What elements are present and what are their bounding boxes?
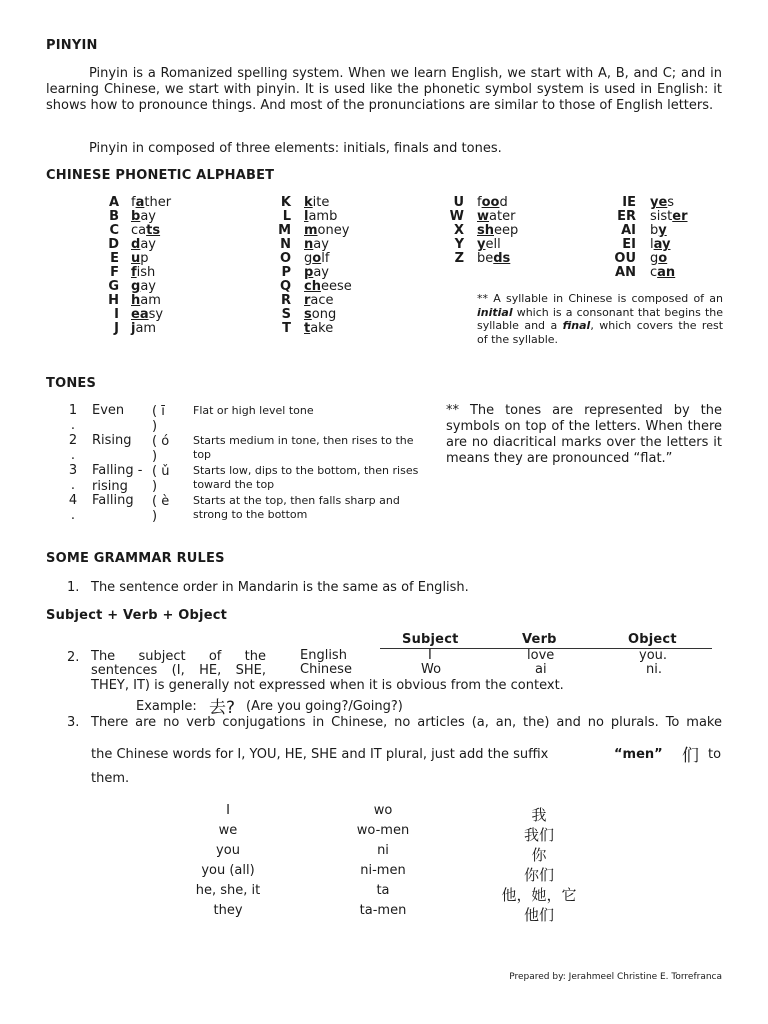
syllable-note-part1: ** A syllable in Chinese is composed of an [477, 292, 723, 305]
alphabet-letter: J [114, 321, 119, 336]
alphabet-letter: Z [454, 251, 464, 266]
alphabet-letter: EI [622, 237, 636, 252]
alphabet-letter: K [280, 195, 291, 210]
alphabet-letter: P [281, 265, 291, 280]
alphabet-sound-highlight: o [312, 251, 322, 266]
rule3-text-c: them. [91, 771, 130, 786]
pronoun-english: they [213, 903, 243, 918]
tone-description: Flat or high level tone [193, 404, 314, 417]
alphabet-example-word: can [650, 265, 676, 280]
alphabet-letter: A [108, 195, 119, 210]
alphabet-sound-highlight: r [304, 293, 311, 308]
alphabet-sound-highlight: h [131, 293, 141, 308]
alphabet-example-word: easy [131, 307, 164, 322]
alphabet-example-word: go [650, 251, 668, 266]
alphabet-sound-highlight: w [477, 209, 490, 224]
pronoun-chinese: 我 [531, 806, 547, 824]
alphabet-letter: I [114, 307, 119, 322]
pronoun-english: you [216, 843, 240, 858]
alphabet-sound-highlight: o [658, 251, 668, 266]
rule1-number: 1. [67, 580, 80, 595]
tone-mark: ( è ) [152, 494, 170, 524]
pronoun-pinyin: ni-men [360, 863, 406, 878]
rule2-text-b: THEY, IT) is generally not expressed when it is obvious from the context. [91, 678, 564, 693]
alphabet-sound-highlight: ts [146, 223, 161, 238]
alphabet-example-word: lamb [304, 209, 338, 224]
alphabet-sound-highlight: y [477, 237, 486, 252]
alphabet-example-word: up [131, 251, 149, 266]
alphabet-example-word: by [650, 223, 667, 238]
tone-number: 2 . [68, 433, 78, 463]
svo-header-object: Object [628, 632, 677, 647]
alphabet-example-word: bay [131, 209, 156, 224]
rule3-text-b1: the Chinese words for I, YOU, HE, SHE and IT plural, just add the suffix [91, 747, 549, 762]
alphabet-sound-highlight: er [672, 209, 688, 224]
alphabet-letter: D [108, 237, 119, 252]
alphabet-sound-highlight: ay [653, 237, 671, 252]
alphabet-example-word: pay [304, 265, 329, 280]
tone-number: 3 . [68, 463, 78, 493]
tone-name: Falling [92, 493, 134, 508]
alphabet-letter: Y [454, 237, 464, 252]
alphabet-letter: R [280, 293, 291, 308]
tone-description: Starts low, dips to the bottom, then rises toward the top [193, 464, 419, 491]
alphabet-sound-highlight: d [131, 237, 141, 252]
alphabet-letter: E [110, 251, 119, 266]
footer-credit: Prepared by: Jerahmeel Christine E. Torrefranca [509, 972, 722, 982]
page-title: PINYIN [46, 38, 98, 53]
svo-heading: Subject + Verb + Object [46, 608, 228, 623]
final-term: final [562, 319, 591, 332]
alphabet-letter: H [108, 293, 119, 308]
pronoun-english: you (all) [201, 863, 255, 878]
alphabet-sound-highlight: f [131, 265, 137, 280]
alphabet-letter: N [280, 237, 291, 252]
pronoun-chinese: 他们 [523, 906, 554, 924]
alphabet-example-word: nay [304, 237, 329, 252]
rule3-number: 3. [67, 715, 80, 730]
pronoun-chinese: 你们 [523, 866, 554, 884]
alphabet-letter: AN [615, 265, 636, 280]
tones-heading: TONES [46, 376, 97, 391]
rule2-text-a: The subject of the sentences (I, HE, SHE, [91, 649, 266, 678]
alphabet-example-word: water [477, 209, 516, 224]
alphabet-letter: OU [614, 251, 636, 266]
alphabet-letter: Q [279, 279, 291, 294]
svo-row-label-english: English [300, 648, 347, 663]
rule3-suffix-char: 们 [682, 746, 699, 766]
pronoun-pinyin: ta [376, 883, 390, 898]
alphabet-sound-highlight: m [304, 223, 318, 238]
alphabet-example-word: song [304, 307, 337, 322]
alphabet-letter: W [449, 209, 464, 224]
alphabet-sound-highlight: y [658, 223, 667, 238]
rule3-text-b2: to [708, 747, 722, 762]
alphabet-sound-highlight: t [304, 321, 311, 336]
alphabet-example-word: yell [477, 237, 501, 252]
pronoun-chinese: 他，她，它 [501, 886, 577, 904]
rule2-number: 2. [67, 650, 80, 665]
alphabet-letter: T [282, 321, 291, 336]
pronoun-pinyin: ni [377, 843, 389, 858]
rule2-example-meaning: (Are you going?/Going?) [246, 699, 403, 714]
svo-cell-english-subject: I [428, 648, 432, 663]
alphabet-example-word: jam [131, 321, 157, 336]
pronoun-pinyin: wo-men [356, 823, 410, 838]
elements-sentence: Pinyin in composed of three elements: initials, finals and tones. [89, 141, 502, 156]
alphabet-heading: CHINESE PHONETIC ALPHABET [46, 168, 275, 183]
rule3-text-a: There are no verb conjugations in Chinese, no articles (a, an, the) and no plurals. To make [91, 715, 722, 730]
alphabet-example-word: sister [650, 209, 688, 224]
alphabet-example-word: fish [131, 265, 156, 280]
svo-cell-english-object: you. [639, 648, 668, 663]
alphabet-sound-highlight: ch [304, 279, 321, 294]
alphabet-letter: F [110, 265, 119, 280]
svo-cell-english-verb: love [527, 648, 555, 663]
alphabet-sound-highlight: an [657, 265, 676, 280]
rule2-example-label: Example: [136, 699, 197, 714]
alphabet-letter: ER [617, 209, 636, 224]
alphabet-sound-highlight: p [304, 265, 314, 280]
tone-name: Rising [92, 433, 132, 448]
alphabet-sound-highlight: j [131, 321, 136, 336]
pronoun-english: I [226, 803, 230, 818]
alphabet-letter: U [453, 195, 464, 210]
alphabet-example-word: food [477, 195, 508, 210]
pronoun-english: he, she, it [195, 883, 261, 898]
pronoun-chinese: 我们 [523, 826, 554, 844]
tone-number: 1 . [68, 403, 78, 433]
svo-cell-chinese-verb: ai [535, 662, 547, 677]
tones-note: ** The tones are represented by the symbols on top of the letters. When there are no diacritical marks over the letters it means they are pronounced “flat.” [446, 403, 722, 466]
alphabet-example-word: cats [131, 223, 161, 238]
pronoun-english: we [218, 823, 238, 838]
alphabet-example-word: father [131, 195, 172, 210]
tone-mark: ( ī ) [152, 404, 165, 434]
tone-mark: ( ó ) [152, 434, 170, 464]
alphabet-letter: S [281, 307, 291, 322]
grammar-heading: SOME GRAMMAR RULES [46, 551, 225, 566]
tone-name: Even [92, 403, 125, 418]
pronoun-pinyin: wo [373, 803, 393, 818]
alphabet-example-word: sheep [477, 223, 519, 238]
alphabet-letter: G [108, 279, 119, 294]
alphabet-letter: M [278, 223, 291, 238]
rule3-suffix: “men” [614, 747, 663, 762]
syllable-note [477, 292, 723, 346]
alphabet-sound-highlight: ye [650, 195, 668, 210]
alphabet-example-word: cheese [304, 279, 352, 294]
alphabet-example-word: ham [131, 293, 161, 308]
svo-cell-chinese-object: ni. [646, 662, 662, 677]
alphabet-sound-highlight: ds [493, 251, 511, 266]
alphabet-letter: L [282, 209, 291, 224]
tone-name: Falling -rising [92, 463, 143, 494]
alphabet-letter: B [109, 209, 119, 224]
tone-description: Starts at the top, then falls sharp and strong to the bottom [193, 494, 400, 521]
tone-number: 4 . [68, 493, 78, 523]
alphabet-sound-highlight: u [131, 251, 141, 266]
alphabet-example-word: lay [650, 237, 671, 252]
alphabet-example-word: take [304, 321, 334, 336]
svo-header-subject: Subject [402, 632, 459, 647]
alphabet-sound-highlight: sh [477, 223, 494, 238]
alphabet-example-word: beds [477, 251, 511, 266]
alphabet-example-word: yes [650, 195, 675, 210]
svo-cell-chinese-subject: Wo [421, 662, 442, 677]
alphabet-sound-highlight: ea [131, 307, 149, 322]
alphabet-sound-highlight: oo [481, 195, 500, 210]
alphabet-example-word: gay [131, 279, 156, 294]
pronoun-pinyin: ta-men [359, 903, 407, 918]
syllable-note-part3: , which covers the rest of the syllable. [477, 319, 724, 346]
alphabet-example-word: golf [304, 251, 330, 266]
alphabet-letter: AI [621, 223, 636, 238]
alphabet-letter: O [279, 251, 291, 266]
alphabet-example-word: kite [304, 195, 330, 210]
initial-term: initial [477, 305, 513, 319]
alphabet-letter: X [453, 223, 464, 238]
intro-paragraph: Pinyin is a Romanized spelling system. When we learn English, we start with A, B, and C; and in learning Chinese, we start with pinyin. It is used like the phonetic symbol system is used in English: it shows how to pronounce things. And most of the pronunciations are similar to those of English letters. [46, 66, 722, 113]
tone-description: Starts medium in tone, then rises to the top [193, 434, 414, 461]
alphabet-sound-highlight: g [131, 279, 141, 294]
alphabet-letter: IE [622, 195, 636, 210]
tone-mark: ( ǔ ) [152, 464, 170, 494]
rule1-text: The sentence order in Mandarin is the same as of English. [91, 580, 469, 595]
alphabet-example-word: day [131, 237, 156, 252]
rule2-example-char: 去? [209, 698, 236, 718]
alphabet-sound-highlight: n [304, 237, 314, 252]
alphabet-sound-highlight: l [304, 209, 309, 224]
alphabet-example-word: race [304, 293, 334, 308]
alphabet-sound-highlight: k [304, 195, 313, 210]
alphabet-example-word: money [304, 223, 350, 238]
alphabet-sound-highlight: a [135, 195, 145, 210]
alphabet-letter: C [109, 223, 119, 238]
syllable-note-part2: which is a consonant that begins the syllable and a [477, 305, 723, 332]
alphabet-sound-highlight: b [131, 209, 141, 224]
svo-row-label-chinese: Chinese [300, 662, 352, 677]
alphabet-sound-highlight: s [304, 307, 312, 322]
pronoun-chinese: 你 [531, 846, 547, 864]
svo-header-verb: Verb [522, 632, 557, 647]
